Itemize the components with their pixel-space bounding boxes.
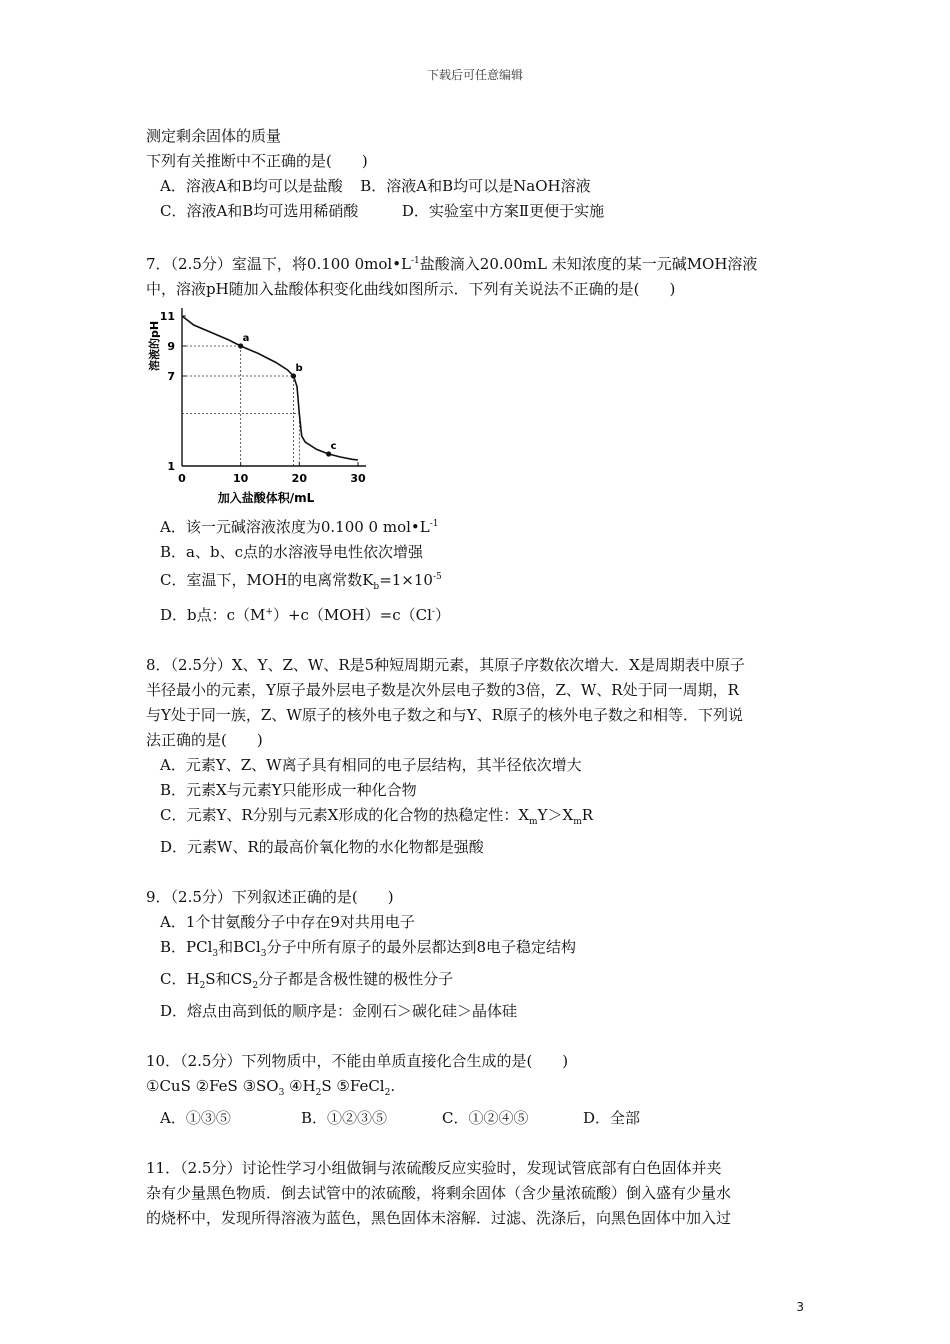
q7-text: ）+c（MOH）=c（Cl [272, 606, 432, 624]
q7-text: ） [434, 606, 450, 624]
q9-sub: 2 [252, 981, 259, 991]
q10-sub: 3 [278, 1088, 285, 1098]
q10-text: S ⑤FeCl [321, 1077, 385, 1095]
q6-option-a: A．溶液A和B均可以是盐酸 [160, 177, 343, 195]
page-number: 3 [796, 1300, 804, 1314]
y-tick-label: 7 [167, 370, 175, 383]
q11-stem-line2: 杂有少量黑色物质．倒去试管中的浓硫酸，将剩余固体（含少量浓硫酸）倒入盛有少量水 [146, 1184, 732, 1202]
q10-text: ④H [284, 1077, 316, 1095]
q8-stem-line4: 法正确的是( ) [146, 731, 263, 749]
q9-option-b [146, 935, 816, 967]
q7-sup: -1 [429, 519, 439, 529]
q8-option-a: A．元素Y、Z、W离子具有相同的电子层结构，其半径依次增大 [160, 756, 582, 774]
q6-option-c: C．溶液A和B均可选用稀硝酸 [160, 202, 359, 220]
y-axis-label: 溶液的pH [148, 320, 161, 372]
q10-option-d: D．全部 [583, 1109, 641, 1127]
q7-sub: b [373, 582, 380, 592]
q7-text: =1×10 [379, 571, 433, 589]
data-point-c [326, 451, 331, 456]
q7-text: 盐酸滴入20.00mL 未知浓度的某一元碱MOH溶液 [419, 255, 758, 273]
x-tick-label: 10 [233, 472, 249, 485]
page-header: 下载后可任意编辑 [426, 68, 523, 82]
data-point-b [291, 373, 296, 378]
q6-options-row2 [146, 199, 816, 224]
data-point-a [238, 343, 243, 348]
q7-option-c [146, 565, 816, 600]
q10-option-a: A．①③⑤ [160, 1109, 231, 1127]
point-label-c: c [330, 441, 337, 452]
q8-sub: m [573, 817, 582, 827]
q7-text: 7．（2.5分）室温下，将0.100 0mol•L [146, 255, 412, 273]
q9-sub: 2 [199, 981, 206, 991]
q8-option-d: D．元素W、R的最高价氧化物的水化物都是强酸 [160, 838, 484, 856]
point-label-a: a [242, 333, 250, 344]
y-tick-label: 11 [159, 310, 175, 323]
q10-option-b: B．①②③⑤ [301, 1109, 388, 1127]
q8-option-c [146, 803, 816, 835]
x-tick-label: 20 [291, 472, 307, 485]
q7-text: C．室温下，MOH的电离常数K [160, 571, 374, 589]
y-tick-label: 9 [167, 340, 175, 353]
q9-text: C．H [160, 970, 200, 988]
q9-option-a: A．1个甘氨酸分子中存在9对共用电子 [160, 913, 415, 931]
q7-sup: -5 [432, 572, 442, 582]
q8-text: R [581, 806, 594, 824]
q9-text: 分子都是含极性键的极性分子 [258, 970, 454, 988]
titration-chart [146, 302, 376, 512]
q8-text: Y＞X [537, 806, 574, 824]
q7-text: D．b点：c（M [160, 606, 266, 624]
q7-sup: -1 [411, 256, 420, 266]
q10-stem: 10．（2.5分）下列物质中，不能由单质直接化合生成的是( ) [146, 1052, 569, 1070]
q8-stem-line1: 8．（2.5分）X、Y、Z、W、R是5种短周期元素，其原子序数依次增大．X是周期表中原子 [146, 656, 745, 674]
q9-text: 分子中所有原子的最外层都达到8电子稳定结构 [266, 938, 576, 956]
q10-sub: 2 [315, 1088, 322, 1098]
q10-options [146, 1106, 816, 1131]
q8-stem-line2: 半径最小的元素，Y原子最外层电子数是次外层电子数的3倍，Z、W、R处于同一周期，R [146, 681, 739, 699]
q9-text: S和CS [205, 970, 253, 988]
q10-text: . [390, 1077, 396, 1095]
point-label-b: b [295, 363, 303, 374]
q6-stem: 下列有关推断中不正确的是( ) [146, 152, 368, 170]
q9-option-d: D．熔点由高到低的顺序是：金刚石＞碳化硅＞晶体硅 [160, 1002, 518, 1020]
q11-stem-line3: 的烧杯中，发现所得溶液为蓝色，黑色固体未溶解．过滤、洗涤后，向黑色固体中加入过 [146, 1209, 732, 1227]
document-body [146, 124, 816, 1231]
q7-option-a [146, 512, 816, 540]
q10-text: ①CuS ②FeS ③SO [146, 1077, 279, 1095]
q7-text: A．该一元碱溶液浓度为0.100 0 mol•L [160, 518, 430, 536]
q8-option-b: B．元素X与元素Y只能形成一种化合物 [160, 781, 417, 799]
q10-sub: 2 [384, 1088, 391, 1098]
q11-stem-line1: 11．（2.5分）讨论性学习小组做铜与浓硫酸反应实验时，发现试管底部有白色固体并夹 [146, 1159, 722, 1177]
q9-stem: 9．（2.5分）下列叙述正确的是( ) [146, 888, 394, 906]
q8-stem-line3: 与Y处于同一族，Z、W原子的核外电子数之和与Y、R原子的核外电子数之和相等．下列说 [146, 706, 743, 724]
q9-sub: 3 [260, 949, 267, 959]
q7-sup: + [265, 607, 273, 617]
x-tick-label: 30 [350, 472, 366, 485]
q8-sub: m [529, 817, 538, 827]
q6-option-d: D．实验室中方案Ⅱ更便于实施 [401, 202, 605, 220]
q10-items [146, 1074, 816, 1106]
q8-text: C．元素Y、R分别与元素X形成的化合物的热稳定性：X [160, 806, 530, 824]
q7-option-d [146, 600, 816, 628]
ph-curve [182, 316, 358, 460]
y-tick-label: 1 [167, 460, 175, 473]
q7-stem-line1 [146, 249, 816, 277]
q9-option-c [146, 967, 816, 999]
q9-text: 和BCl [218, 938, 261, 956]
q7-sup: - [431, 607, 435, 617]
q10-option-c: C．①②④⑤ [442, 1109, 529, 1127]
q7-option-b: B．a、b、c点的水溶液导电性依次增强 [160, 543, 423, 561]
q6-options-row1 [146, 174, 816, 199]
q9-sub: 3 [212, 949, 219, 959]
q6-line1: 测定剩余固体的质量 [146, 127, 282, 145]
x-tick-label: 0 [178, 472, 186, 485]
x-axis-label: 加入盐酸体积/mL [217, 491, 315, 505]
q6-option-b: B．溶液A和B均可以是NaOH溶液 [360, 177, 591, 195]
q9-text: B．PCl [160, 938, 213, 956]
q7-stem-line2: 中，溶液pH随加入盐酸体积变化曲线如图所示．下列有关说法不正确的是( ) [146, 280, 676, 298]
